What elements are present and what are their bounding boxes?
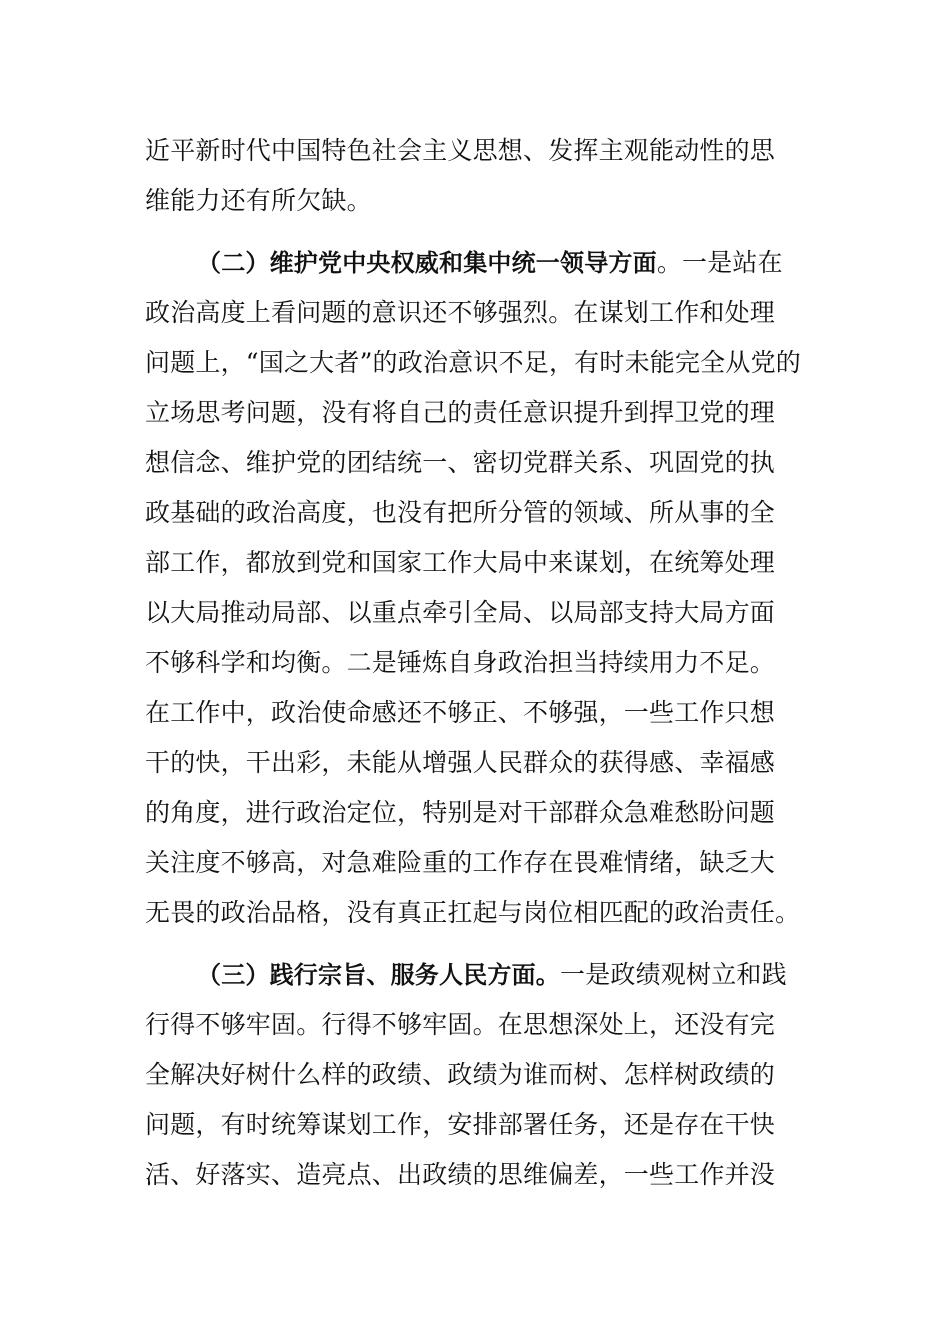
- section-2-line: 的角度，进行政治定位，特别是对干部群众急难愁盼问题: [145, 798, 776, 827]
- section-2-line: 关注度不够高，对急难险重的工作存在畏难情绪，缺乏大: [145, 848, 776, 877]
- section-2-line: 干的快，干出彩，未能从增强人民群众的获得感、幸福感: [145, 748, 776, 777]
- intro-line-2: 维能力还有所欠缺。: [145, 186, 372, 215]
- section-3-first-line-text: 一是政绩观树立和践: [560, 960, 787, 989]
- section-2-first-line-text: 。一是站在: [656, 248, 783, 277]
- intro-line-1: 近平新时代中国特色社会主义思想、发挥主观能动性的思: [145, 136, 776, 165]
- document-body: [145, 126, 805, 1200]
- section-2-line: 政基础的政治高度，也没有把所分管的领域、所从事的全: [145, 498, 776, 527]
- section-2-line: 无畏的政治品格，没有真正扛起与岗位相匹配的政治责任。: [145, 898, 801, 927]
- section-2-line: 以大局推动局部、以重点牵引全局、以局部支持大局方面: [145, 598, 776, 627]
- section-2-line: 在工作中，政治使命感还不够正、不够强，一些工作只想: [145, 698, 776, 727]
- section-2-line: 部工作，都放到党和国家工作大局中来谋划，在统筹处理: [145, 548, 776, 577]
- section-2-line: 政治高度上看问题的意识还不够强烈。在谋划工作和处理: [145, 298, 776, 327]
- section-3-line: 全解决好树什么样的政绩、政绩为谁而树、怎样树政绩的: [145, 1060, 776, 1089]
- paragraph-gap: [145, 938, 805, 950]
- section-2-line: 不够科学和均衡。二是锤炼自身政治担当持续用力不足。: [145, 648, 776, 677]
- section-2-line: 想信念、维护党的团结统一、密切党群关系、巩固党的执: [145, 448, 776, 477]
- paragraph-gap: [145, 226, 805, 238]
- section-3-first-line: [145, 950, 805, 1000]
- section-3-heading: （三）践行宗旨、服务人民方面。: [197, 961, 560, 989]
- section-3-line: 问题，有时统筹谋划工作，安排部署任务，还是存在干快: [145, 1110, 776, 1139]
- section-2-heading: （二）维护党中央权威和集中统一领导方面: [197, 249, 657, 277]
- section-2-first-line: [145, 238, 805, 288]
- section-3-line: 活、好落实、造亮点、出政绩的思维偏差，一些工作并没: [145, 1160, 776, 1189]
- section-3-line: 行得不够牢固。行得不够牢固。在思想深处上，还没有完: [145, 1010, 776, 1039]
- section-2-line: 问题上，“国之大者”的政治意识不足，有时未能完全从党的: [145, 348, 801, 377]
- section-2-line: 立场思考问题，没有将自己的责任意识提升到捍卫党的理: [145, 398, 776, 427]
